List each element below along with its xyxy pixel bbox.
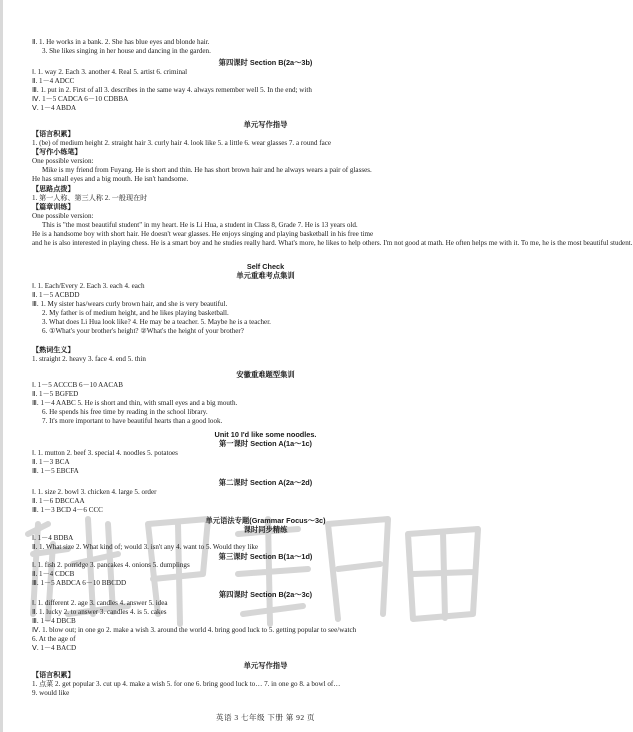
line-2: 3. She likes singing in her house and dancing in the garden. xyxy=(42,47,211,55)
line-20: 2. My father is of medium height, and he likes playing basketball. xyxy=(42,309,229,317)
line-48: 9. would like xyxy=(32,689,70,697)
line-3: Ⅰ. 1. way 2. Each 3. another 4. Real 5. artist 6. criminal xyxy=(32,68,188,76)
line-26: Ⅱ. 1－5 BGFED xyxy=(32,390,79,398)
line-12: 1. 第一人称、第三人称 2. 一般现在时 xyxy=(32,194,148,202)
section-heading: 第二课时 Section A(2a～2d) xyxy=(218,478,313,487)
line-17: Ⅰ. 1. Each/Every 2. Each 3. each 4. each xyxy=(32,282,145,290)
unit-heading: Unit 10 I'd like some noodles. xyxy=(214,430,317,439)
line-27: Ⅲ. 1－4 AABC 5. He is short and thin, with small eyes and a big mouth. xyxy=(32,399,238,407)
line-41: Ⅰ. 1. different 2. age 3. candles 4. answer 5. idea xyxy=(32,599,168,607)
line-25: Ⅰ. 1－5 ACCCB 6－10 AACAB xyxy=(32,381,123,389)
line-34: Ⅱ. 1－6 DBCCAA xyxy=(32,497,85,505)
line-30: Ⅰ. 1. mutton 2. beef 3. special 4. noodles 5. potatoes xyxy=(32,449,178,457)
line-43: Ⅲ. 1－4 DBCB xyxy=(32,617,76,625)
section-heading: 第四课时 Section B(2a～3b) xyxy=(218,58,313,67)
subheading: 【写作小练笔】 xyxy=(32,148,82,156)
line-46: Ⅴ. 1－4 BACD xyxy=(32,644,77,652)
subheading: 【语言积累】 xyxy=(32,130,75,138)
line-39: Ⅱ. 1－4 CDCB xyxy=(32,570,75,578)
section-heading: Self Check xyxy=(246,262,285,271)
line-38: Ⅰ. 1. fish 2. porridge 3. pancakes 4. onions 5. dumplings xyxy=(32,561,190,569)
section-heading: 单元重难考点集训 xyxy=(236,271,295,280)
line-29: 7. It's more important to have beautiful hearts than a good look. xyxy=(42,417,223,425)
page-footer: 英语 3 七年级 下册 第 92 页 xyxy=(216,713,315,722)
section-heading: 第四课时 Section B(2a～3c) xyxy=(218,590,313,599)
scan-edge xyxy=(0,0,3,732)
section-heading: 单元写作指导 xyxy=(243,120,288,129)
line-32: Ⅲ. 1－5 EBCFA xyxy=(32,467,79,475)
line-19: Ⅲ. 1. My sister has/wears curly brown hair, and she is very beautiful. xyxy=(32,300,228,308)
line-37: Ⅱ. 1. What size 2. What kind of; would 3. isn't any 4. want to 5. Would they like xyxy=(32,543,259,551)
line-4: Ⅱ. 1－4 ADCC xyxy=(32,77,75,85)
line-31: Ⅱ. 1－3 BCA xyxy=(32,458,70,466)
line-47: 1. 点菜 2. get popular 3. cut up 4. make a wish 5. for one 6. bring good luck to… 7. in one go 8. a bowl of… xyxy=(32,680,341,688)
section-heading: 单元语法专题(Grammar Focus～3c) xyxy=(205,516,326,525)
line-8: 1. (be) of medium height 2. straight hair 3. curly hair 4. look like 5. a little 6. wear glasses 7. a round face xyxy=(32,139,332,147)
line-45: 6. At the age of xyxy=(32,635,76,643)
section-heading: 课时同步精练 xyxy=(243,525,288,534)
line-15: He is a handsome boy with short hair. He doesn't wear glasses. He enjoys singing and playing basketball in his free time xyxy=(32,230,374,238)
line-10: Mike is my friend from Fuyang. He is short and thin. He has short brown hair and he always wears a pair of glasses. xyxy=(42,166,372,174)
line-24: 1. straight 2. heavy 3. face 4. end 5. thin xyxy=(32,355,146,363)
line-6: Ⅳ. 1－5 CADCA 6－10 CDBBA xyxy=(32,95,129,103)
subheading: 【语言积累】 xyxy=(32,671,75,679)
line-42: Ⅱ. 1. lucky 2. to answer 3. candles 4. is 5. cakes xyxy=(32,608,167,616)
section-heading: 单元写作指导 xyxy=(243,661,288,670)
subheading: 【篇章训练】 xyxy=(32,203,75,211)
line-13: One possible version: xyxy=(32,212,94,220)
line-7: Ⅴ. 1－4 ABDA xyxy=(32,104,77,112)
line-28: 6. He spends his free time by reading in the school library. xyxy=(42,408,208,416)
line-11: He has small eyes and a big mouth. He isn't handsome. xyxy=(32,175,189,183)
line-5: Ⅲ. 1. put in 2. First of all 3. describes in the same way 4. always remember well 5. In the end; with xyxy=(32,86,312,94)
line-14: This is "the most beautiful student" in my heart. He is Li Hua, a student in Class 8, Grade 7. He is 13 years old. xyxy=(42,221,358,229)
line-44: Ⅳ. 1. blow out; in one go 2. make a wish 3. around the world 4. bring good luck to 5. getting popular to see/watch xyxy=(32,626,357,634)
section-heading: 第三课时 Section B(1a～1d) xyxy=(218,552,313,561)
line-22: 6. ①What's your brother's height? ②What's the height of your brother? xyxy=(42,327,244,335)
line-36: Ⅰ. 1－4 BDBA xyxy=(32,534,74,542)
line-18: Ⅱ. 1－5 ACBDD xyxy=(32,291,80,299)
line-35: Ⅲ. 1－3 BCD 4－6 CCC xyxy=(32,506,103,514)
subheading: 【思路点拨】 xyxy=(32,185,75,193)
line-16: and he is also interested in playing chess. He is a smart boy and he studies really hard. What's more, he likes to help others. I'm not good at math. He often helps me with it. To me, he is the most beautiful student. xyxy=(32,239,633,247)
line-21: 3. What does Li Hua look like? 4. He may be a teacher. 5. Maybe he is a teacher. xyxy=(42,318,271,326)
line-1: Ⅱ. 1. He works in a bank. 2. She has blue eyes and blonde hair. xyxy=(32,38,210,46)
line-9: One possible version: xyxy=(32,157,94,165)
subheading: 【熟词生义】 xyxy=(32,346,75,354)
section-heading: 第一课时 Section A(1a～1c) xyxy=(219,439,312,448)
section-heading: 安徽重难题型集训 xyxy=(236,370,295,379)
line-40: Ⅲ. 1－5 ABDCA 6－10 BBCDD xyxy=(32,579,127,587)
line-33: Ⅰ. 1. size 2. bowl 3. chicken 4. large 5. order xyxy=(32,488,157,496)
